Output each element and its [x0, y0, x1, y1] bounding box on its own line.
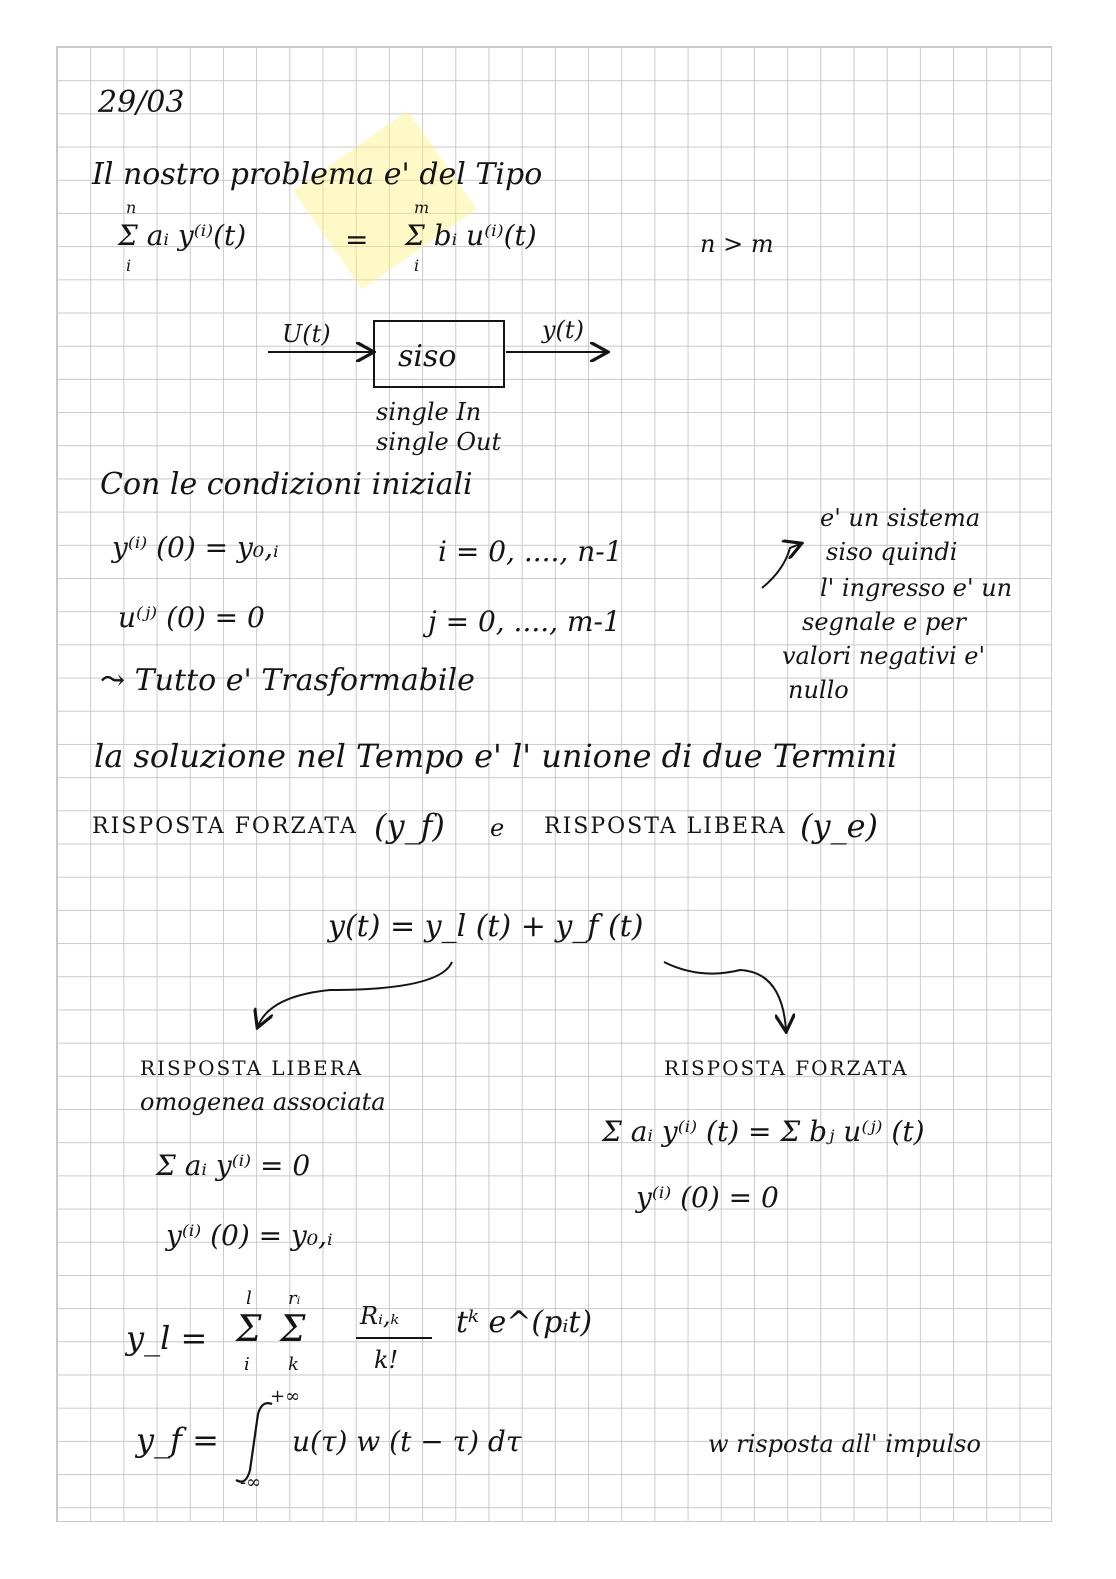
sum-lower-rhs: i: [414, 256, 420, 275]
note-line5: valori negativi e': [782, 642, 986, 670]
transform-note: ⤳ Tutto e' Trasformabile: [100, 663, 475, 698]
u-index-range: j = 0, ...., m-1: [428, 605, 621, 638]
caption-line2: single Out: [376, 428, 502, 456]
equation-equals: =: [345, 223, 369, 256]
u-initial-condition: u⁽ʲ⁾ (0) = 0: [118, 601, 265, 634]
forced-response-title: RISPOSTA FORZATA: [664, 1056, 909, 1080]
yl-sum2-upper: rᵢ: [288, 1288, 301, 1309]
caption-line1: single In: [376, 398, 482, 426]
yl-tail: tᵏ e^(pᵢt): [456, 1305, 593, 1340]
equation-lhs: Σ aᵢ y⁽ⁱ⁾(t): [118, 219, 247, 252]
yf-upper-limit: +∞: [270, 1386, 301, 1407]
input-label: U(t): [282, 320, 331, 348]
free-response-symbol: (y_e): [800, 807, 878, 845]
note-line1: e' un sistema: [820, 504, 981, 532]
free-response-subtitle: omogenea associata: [140, 1088, 386, 1116]
note-line4: segnale e per: [802, 608, 967, 636]
y-index-range: i = 0, ...., n-1: [438, 535, 623, 568]
yl-sum2-lower: k: [288, 1354, 299, 1375]
free-response-label: RISPOSTA LIBERA: [544, 814, 787, 839]
y-initial-condition: y⁽ⁱ⁾ (0) = y₀,ᵢ: [112, 531, 279, 564]
conjunction: e: [490, 814, 505, 842]
initial-conditions-heading: Con le condizioni iniziali: [100, 467, 473, 502]
yl-lhs: y_l =: [126, 1319, 208, 1357]
solution-sentence: la soluzione nel Tempo e' l' unione di due Termini: [94, 737, 898, 775]
sum-lower-lhs: i: [126, 256, 132, 275]
free-branch-arrow: [258, 962, 452, 1026]
note-line6: nullo: [788, 676, 849, 704]
yl-sum1-upper: l: [246, 1288, 252, 1309]
forced-response-eq1: Σ aᵢ y⁽ⁱ⁾ (t) = Σ bⱼ u⁽ʲ⁾ (t): [602, 1115, 925, 1148]
forced-response-label: RISPOSTA FORZATA: [92, 814, 358, 839]
sum-upper-lhs: n: [126, 198, 137, 217]
forced-response-symbol: (y_f): [374, 807, 445, 845]
free-response-title: RISPOSTA LIBERA: [140, 1056, 364, 1080]
block-label: siso: [398, 339, 457, 374]
yl-denominator: k!: [374, 1346, 399, 1374]
forced-response-eq2: y⁽ⁱ⁾ (0) = 0: [636, 1181, 779, 1214]
equation-rhs: Σ bᵢ u⁽ⁱ⁾(t): [405, 219, 537, 252]
yf-lhs: y_f =: [136, 1421, 219, 1459]
note-arrow: [762, 544, 800, 588]
output-label: y(t): [542, 316, 584, 344]
yf-integrand: u(τ) w (t − τ) dτ: [292, 1425, 522, 1458]
date: 29/03: [98, 85, 185, 120]
yl-sum2-symbol: Σ: [280, 1309, 306, 1350]
free-response-eq1: Σ aᵢ y⁽ⁱ⁾ = 0: [156, 1149, 311, 1182]
yl-numerator: Rᵢ,ₖ: [360, 1302, 400, 1330]
note-line2: siso quindi: [826, 538, 958, 566]
free-response-eq2: y⁽ⁱ⁾ (0) = y₀,ᵢ: [166, 1219, 333, 1252]
yf-note: w risposta all' impulso: [708, 1430, 981, 1458]
integral-sign: [236, 1403, 272, 1482]
sum-equation: y(t) = y_l (t) + y_f (t): [328, 909, 644, 944]
yl-sum1-lower: i: [244, 1354, 250, 1375]
intro-text: Il nostro problema e' del Tipo: [92, 157, 543, 192]
note-line3: l' ingresso e' un: [820, 574, 1013, 602]
yl-sum1-symbol: Σ: [236, 1309, 262, 1350]
sum-upper-rhs: m: [414, 198, 430, 217]
order-condition: n > m: [700, 230, 774, 258]
yf-lower-limit: -∞: [240, 1472, 262, 1493]
forced-branch-arrow: [664, 962, 786, 1030]
